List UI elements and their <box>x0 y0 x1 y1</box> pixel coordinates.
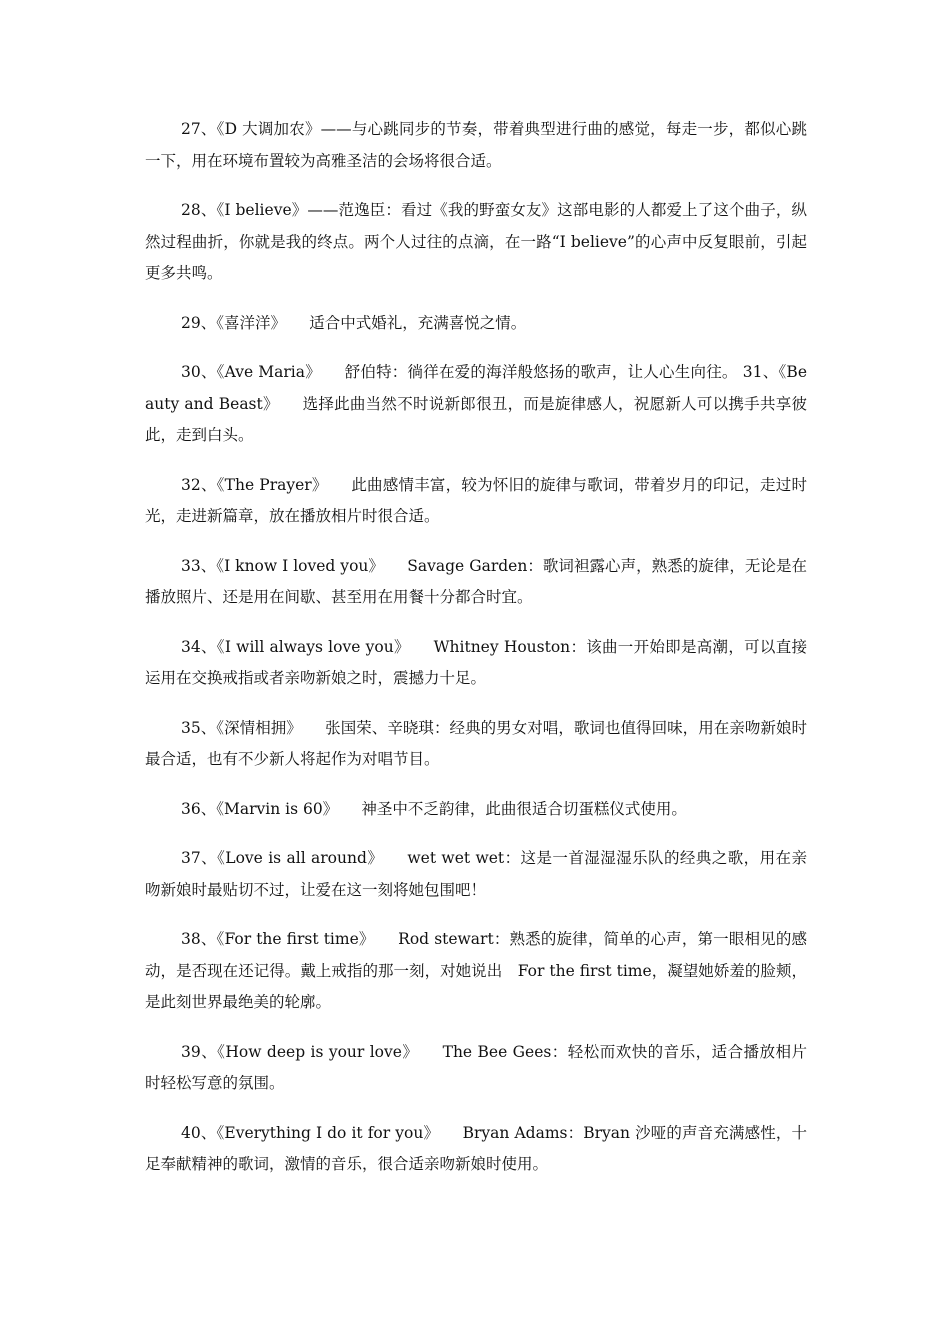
song-entry-32: 32、《The Prayer》 此曲感情丰富，较为怀旧的旋律与歌词，带着岁月的印记，走过时光，走进新篇章，放在播放相片时很合适。 <box>145 475 807 525</box>
song-entry-39: 39、《How deep is your love》 The Bee Gees：轻松而欢快的音乐，适合播放相片时轻松写意的氛围。 <box>145 1042 807 1092</box>
song-entry-33: 33、《I know I loved you》 Savage Garden：歌词袒露心声，熟悉的旋律，无论是在播放照片、还是用在间歇、甚至用在用餐十分都合时宜。 <box>145 556 807 606</box>
song-entry-29: 29、《喜洋洋》 适合中式婚礼，充满喜悦之情。 <box>181 313 527 332</box>
song-entry-36: 36、《Marvin is 60》 神圣中不乏韵律，此曲很适合切蛋糕仪式使用。 <box>181 799 687 818</box>
song-entry-35: 35、《深情相拥》 张国荣、辛晓琪：经典的男女对唱，歌词也值得回味，用在亲吻新娘时最合适，也有不少新人将起作为对唱节目。 <box>145 718 807 768</box>
song-entry-37: 37、《Love is all around》 wet wet wet：这是一首湿湿湿乐队的经典之歌，用在亲吻新娘时最贴切不过，让爱在这一刻将她包围吧！ <box>145 849 807 899</box>
song-entry-40: 40、《Everything I do it for you》 Bryan Adams：Bryan 沙哑的声音充满感性，十足奉献精神的歌词，激情的音乐，很合适亲吻新娘时使用。 <box>145 1123 807 1173</box>
document-page <box>145 114 807 1199</box>
song-entry-34: 34、《I will always love you》 Whitney Houston：该曲一开始即是高潮，可以直接运用在交换戒指或者亲吻新娘之时，震撼力十足。 <box>145 637 807 687</box>
song-entry-38: 38、《For the first time》 Rod stewart：熟悉的旋律，简单的心声，第一眼相见的感动，是否现在还记得。戴上戒指的那一刻，对她说出 For the first time，凝望她娇羞的脸颊，是此刻世界最绝美的轮廓。 <box>145 930 807 1011</box>
song-entry-30-31: 30、《Ave Maria》 舒伯特：徜徉在爱的海洋般悠扬的歌声，让人心生向往。 31、《Beauty and Beast》 选择此曲当然不时说新郎很丑，而是旋律感人，祝愿新人可以携手共享彼此，走到白头。 <box>145 363 807 444</box>
song-entry-28: 28、《I believe》——范逸臣：看过《我的野蛮女友》这部电影的人都爱上了这个曲子，纵然过程曲折，你就是我的终点。两个人过往的点滴，在一路“I believe”的心声中反复眼前，引起更多共鸣。 <box>145 201 807 282</box>
song-entry-27: 27、《D 大调加农》——与心跳同步的节奏，带着典型进行曲的感觉，每走一步，都似心跳一下，用在环境布置较为高雅圣洁的会场将很合适。 <box>145 120 807 170</box>
